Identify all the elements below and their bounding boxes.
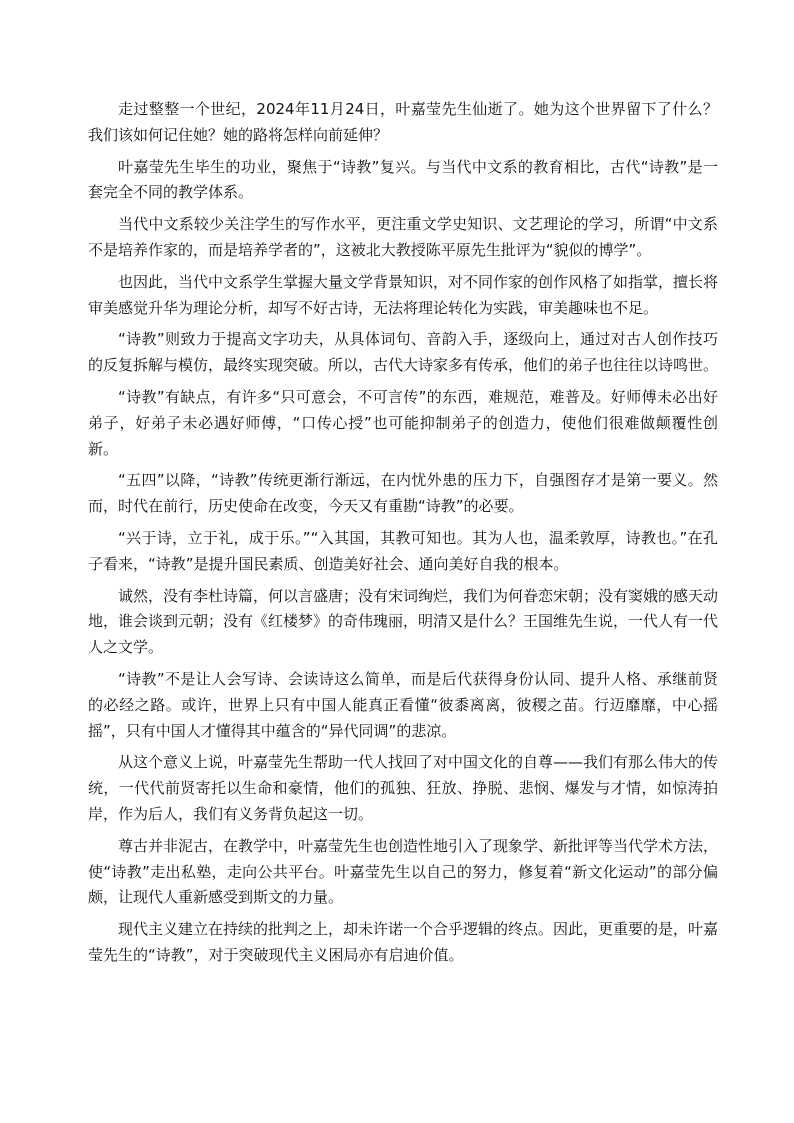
paragraph: “兴于诗，立于礼，成于乐。”“入其国，其教可知也。其为人也，温柔敦厚，诗教也。”在孔子看来，“诗教”是提升国民素质、创造美好社会、通向美好自我的根本。 xyxy=(88,528,718,573)
paragraph: 当代中文系较少关注学生的写作水平，更注重文学史知识、文艺理论的学习，所谓“中文系不是培养作家的，而是培养学者的”，这被北大教授陈平原先生批评为“貌似的博学”。 xyxy=(88,215,718,259)
paragraph: 也因此，当代中文系学生掌握大量文学背景知识，对不同作家的创作风格了如指掌，擅长将审美感觉升华为理论分析，却写不好古诗，无法将理论转化为实践，审美趣味也不足。 xyxy=(88,272,719,317)
paragraph: 走过整整一个世纪，2024年11月24日，叶嘉莹先生仙逝了。她为这个世界留下了什么？我们该如何记住她？她的路将怎样向前延伸？ xyxy=(88,100,718,144)
paragraph: “诗教”有缺点，有许多“只可意会，不可言传”的东西，难规范，难普及。好师傅未必出好弟子，好弟子未必遇好师傅，“口传心授”也可能抑制弟子的创造力，使他们很难做颠覆性创新。 xyxy=(88,387,718,458)
paragraph: 从这个意义上说，叶嘉莹先生帮助一代人找回了对中国文化的自尊——我们有那么伟大的传统，一代代前贤寄托以生命和豪情，他们的孤独、狂放、挣脱、悲悯、爆发与才情，如惊涛拍岸，作为后人，我们有义务背负起这一切。 xyxy=(88,753,719,823)
paragraph: “诗教”不是让人会写诗、会读诗这么简单，而是后代获得身份认同、提升人格、承继前贤的必经之路。或许，世界上只有中国人能真正看懂“彼黍离离，彼稷之苗。行迈靡靡，中心摇摇”，只有中国人才懂得其中蕴含的“异代同调”的悲凉。 xyxy=(88,669,718,740)
article-body xyxy=(88,97,718,975)
paragraph: 诚然，没有李杜诗篇，何以言盛唐；没有宋词绚烂，我们为何眷恋宋朝；没有窦娥的感天动地，谁会谈到元朝；没有《红楼梦》的奇伟瑰丽，明清又是什么？王国维先生说，一代人有一代人之文学。 xyxy=(88,586,719,657)
paragraph: “五四”以降，“诗教”传统更渐行渐远，在内忧外患的压力下，自强图存才是第一要义。然而，时代在前行，历史使命在改变，今天又有重勘“诗教”的必要。 xyxy=(88,471,718,516)
paragraph: “诗教”则致力于提高文字功夫，从具体词句、音韵入手，逐级向上，通过对古人创作技巧的反复拆解与模仿，最终实现突破。所以，古代大诗家多有传承，他们的弟子也往往以诗鸣世。 xyxy=(88,330,719,375)
paragraph: 叶嘉莹先生毕生的功业，聚焦于“诗教”复兴。与当代中文系的教育相比，古代“诗教”是一套完全不同的教学体系。 xyxy=(88,157,718,202)
paragraph: 现代主义建立在持续的批判之上，却未许诺一个合乎逻辑的终点。因此，更重要的是，叶嘉莹先生的“诗教”，对于突破现代主义困局亦有启迪价值。 xyxy=(88,920,719,964)
paragraph: 尊古并非泥古，在教学中，叶嘉莹先生也创造性地引入了现象学、新批评等当代学术方法，使“诗教”走出私塾，走向公共平台。叶嘉莹先生以自己的努力，修复着“新文化运动”的部分偏颇，让现代人重新感受到斯文的力量。 xyxy=(88,836,719,907)
